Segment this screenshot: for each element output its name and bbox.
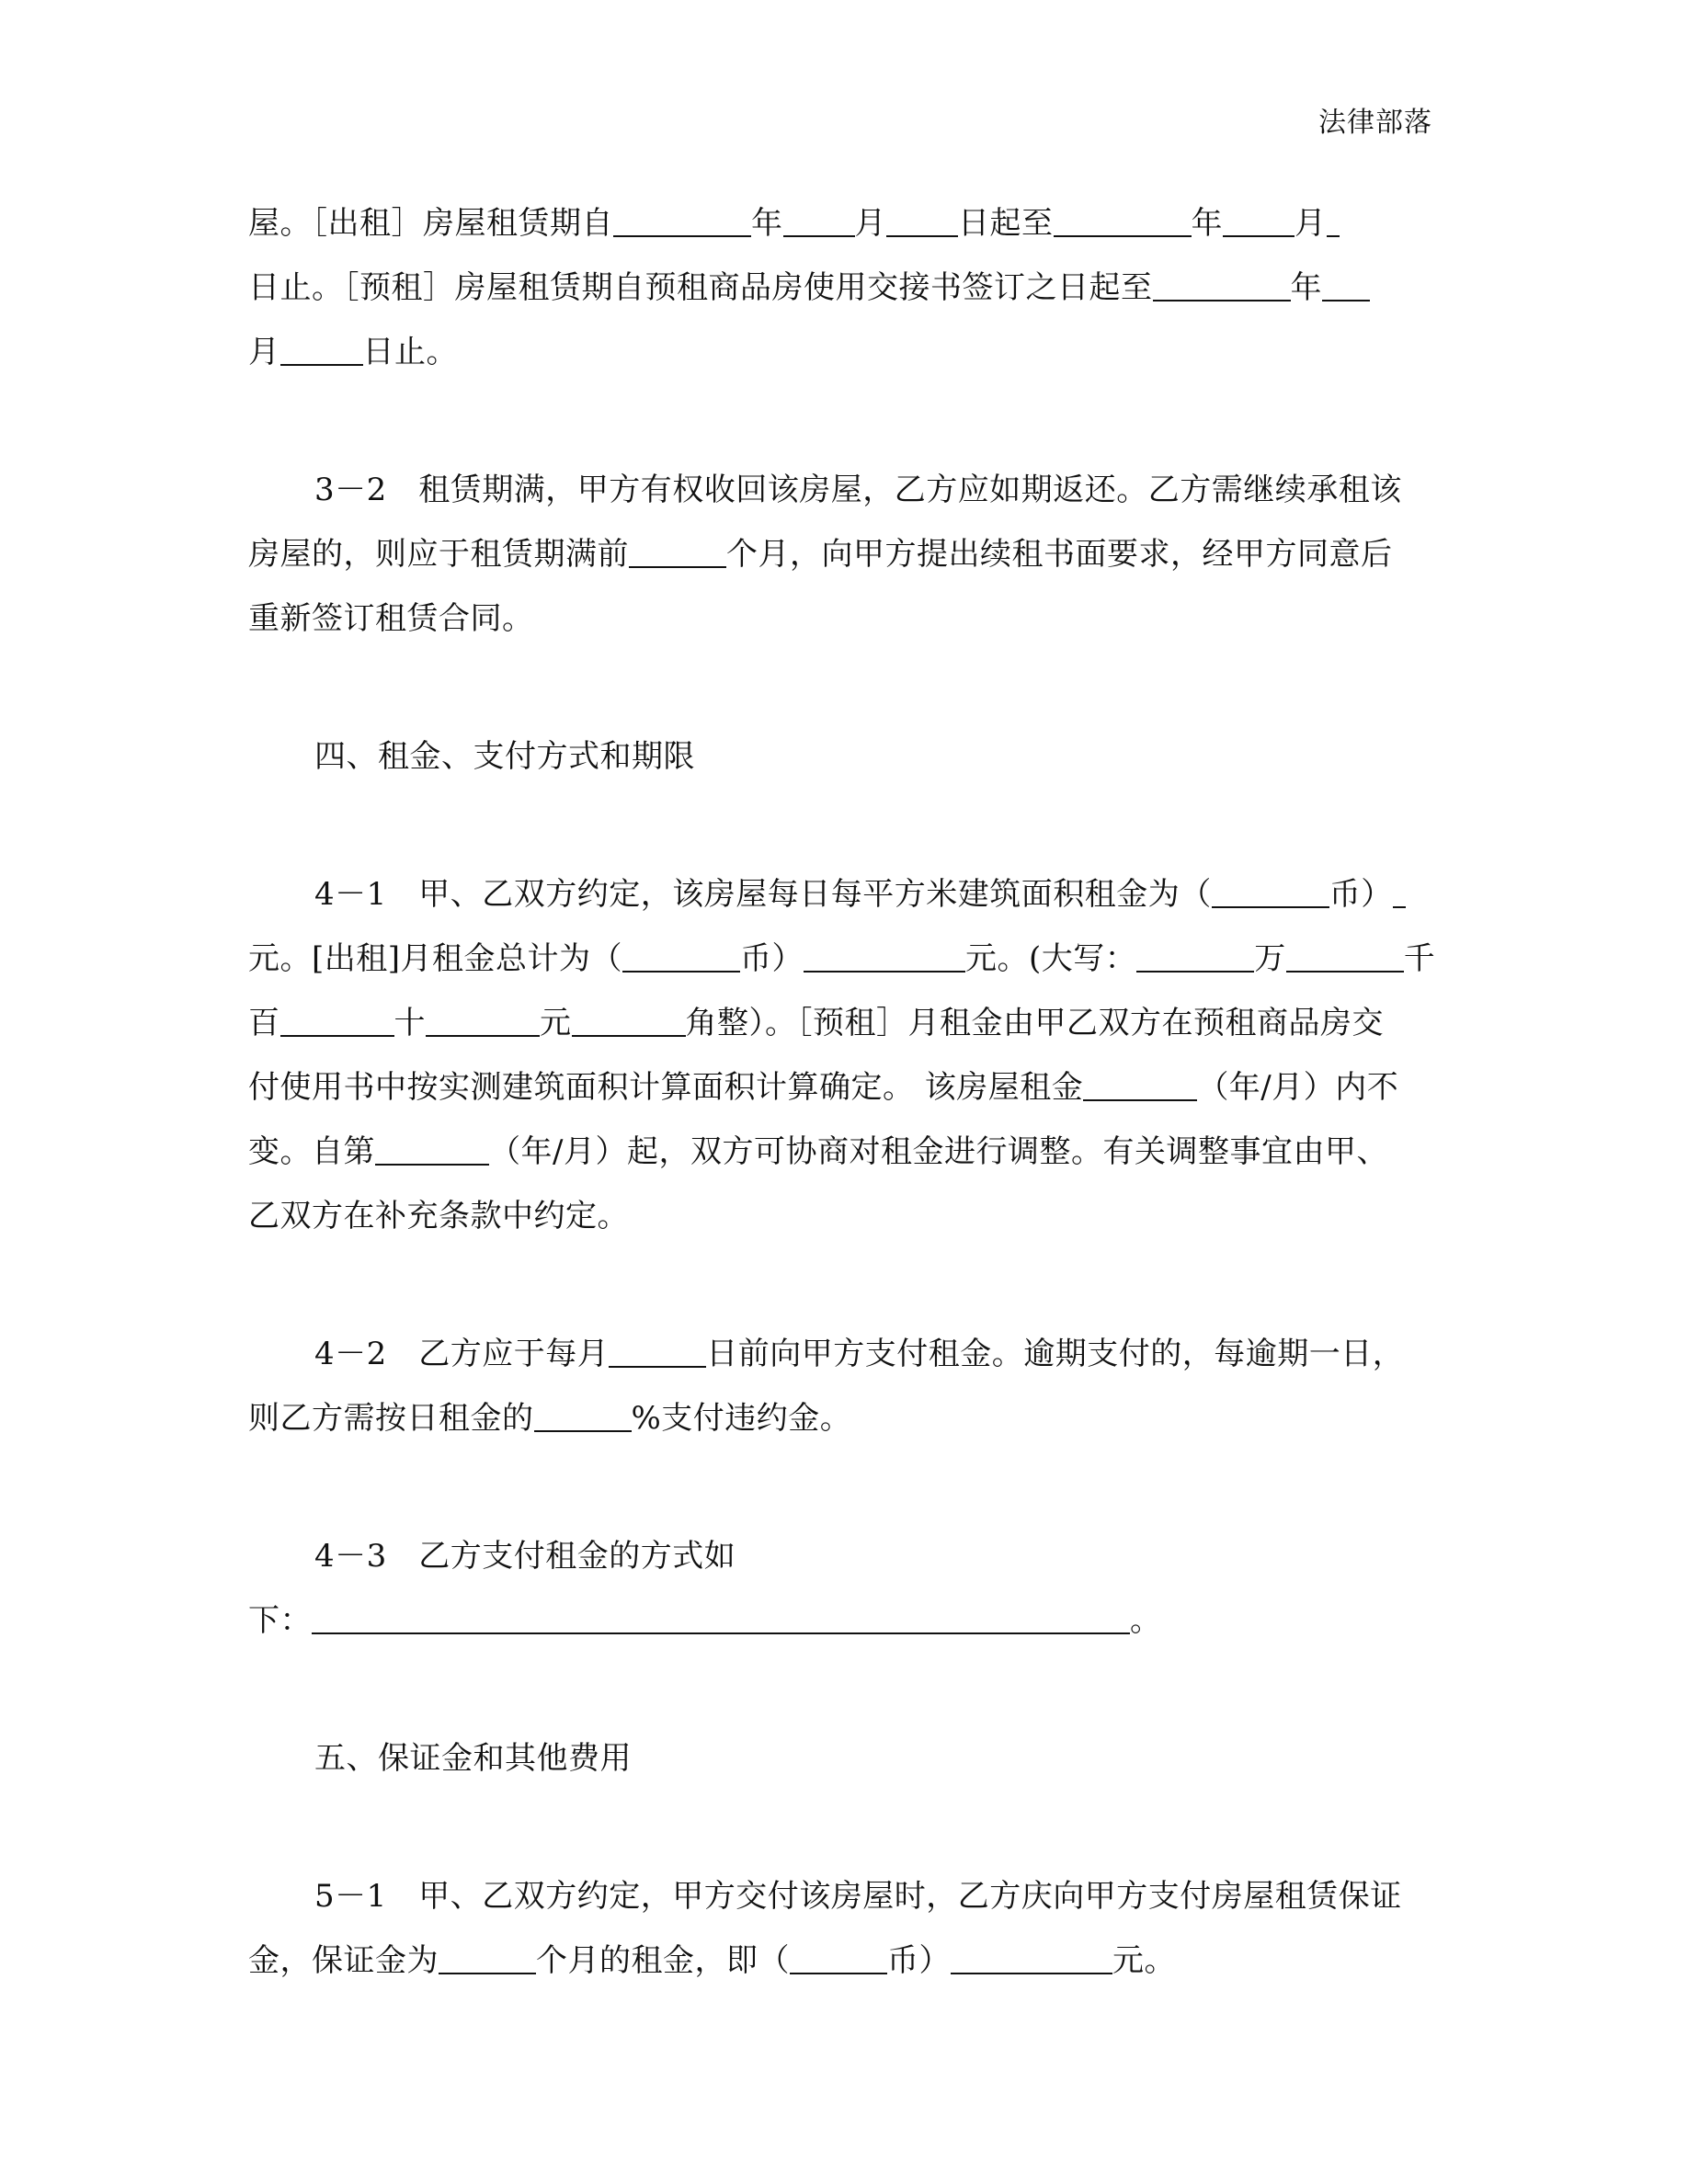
text-segment: 4－3 乙方支付租金的方式如 xyxy=(314,1538,736,1575)
fill-blank-tens[interactable] xyxy=(426,1004,540,1037)
fill-blank-end-month[interactable] xyxy=(1223,204,1295,237)
text-segment: 房屋的，则应于租赁期满前 xyxy=(248,536,629,573)
fill-blank-payment-method[interactable] xyxy=(312,1601,1130,1634)
text-segment: 则乙方需按日租金的 xyxy=(248,1400,534,1437)
text-segment: 角整）。［预租］月租金由甲乙双方在预租商品房交 xyxy=(685,1005,1384,1041)
text-segment: 4－2 乙方应于每月 xyxy=(314,1336,610,1372)
text-segment: 百 xyxy=(248,1005,280,1041)
text-segment: 元。(大写： xyxy=(965,940,1137,977)
fill-blank-prelease-year[interactable] xyxy=(1153,268,1291,301)
text-segment: 5－1 甲、乙双方约定，甲方交付该房屋时，乙方庆向甲方支付房屋租赁保证 xyxy=(314,1878,1402,1915)
text-segment: 付使用书中按实测建筑面积计算面积计算确定。 该房屋租金 xyxy=(248,1069,1084,1106)
fill-blank-rent-fixed-period[interactable] xyxy=(1083,1068,1197,1101)
fill-blank-start-year[interactable] xyxy=(613,204,751,237)
fill-blank-prelease-day[interactable] xyxy=(280,333,363,366)
text-segment: 月 xyxy=(1295,205,1327,242)
text-segment: 年 xyxy=(1290,269,1322,306)
text-segment: 年 xyxy=(1191,205,1223,242)
fill-blank-payment-day[interactable] xyxy=(609,1335,706,1368)
text-segment: 下： xyxy=(248,1602,312,1639)
fill-blank-ten-thousands[interactable] xyxy=(1136,939,1254,973)
text-segment: 万 xyxy=(1254,940,1286,977)
section-5-heading xyxy=(248,1726,1434,1791)
text-segment: （年/月）起，双方可协商对租金进行调整。有关调整事宜由甲、 xyxy=(489,1133,1388,1170)
clause-4-1-line-3 xyxy=(248,991,1434,1055)
clause-4-1-line-1 xyxy=(248,862,1434,927)
text-segment: 日前向甲方支付租金。逾期支付的，每逾期一日， xyxy=(706,1336,1405,1372)
lease-term-line-3 xyxy=(248,320,1434,384)
text-segment: 日止。［预租］房屋租赁期自预租商品房使用交接书签订之日起至 xyxy=(248,269,1153,306)
clause-4-2-line-2 xyxy=(248,1386,1434,1450)
clause-4-1-line-6 xyxy=(248,1184,1434,1248)
clause-5-1-line-2 xyxy=(248,1928,1434,1993)
fill-blank-prelease-month[interactable] xyxy=(1322,268,1370,301)
text-segment: 个月的租金，即（ xyxy=(536,1942,790,1979)
text-segment: 重新签订租赁合同。 xyxy=(248,600,534,637)
text-segment: 日起至 xyxy=(958,205,1054,242)
text-segment: （年/月）内不 xyxy=(1197,1069,1399,1106)
fill-blank-yuan[interactable] xyxy=(572,1004,686,1037)
text-segment: 元。 xyxy=(1112,1942,1176,1979)
clause-3-2-line-2 xyxy=(248,522,1434,586)
text-segment: 。 xyxy=(1130,1602,1162,1639)
clause-4-2-line-1 xyxy=(248,1322,1434,1386)
clause-3-2-line-3 xyxy=(248,586,1434,651)
fill-blank-renewal-months[interactable] xyxy=(629,535,726,568)
text-segment: 屋。［出租］房屋租赁期自 xyxy=(248,205,613,242)
text-segment: 元。[出租]月租金总计为（ xyxy=(248,940,623,977)
clause-4-3-line-1 xyxy=(248,1524,1434,1588)
text-segment: 乙双方在补充条款中约定。 xyxy=(248,1198,629,1234)
text-segment: 币） xyxy=(1329,876,1393,913)
clause-3-2-line-1 xyxy=(248,458,1434,522)
fill-blank-thousands[interactable] xyxy=(1286,939,1404,973)
fill-blank-penalty-percent[interactable] xyxy=(534,1399,632,1432)
text-segment: 币） xyxy=(740,940,804,977)
text-segment: 金，保证金为 xyxy=(248,1942,439,1979)
text-segment: 4－1 甲、乙双方约定，该房屋每日每平方米建筑面积租金为（ xyxy=(314,876,1212,913)
text-segment: 月 xyxy=(248,334,280,370)
lease-term-line-1 xyxy=(248,191,1434,256)
fill-blank-hundreds[interactable] xyxy=(280,1004,394,1037)
fill-blank-deposit-currency[interactable] xyxy=(790,1941,887,1974)
text-segment: 元 xyxy=(540,1005,572,1041)
clause-4-1-line-2 xyxy=(248,927,1434,991)
page-header-brand: 法律部落 xyxy=(1318,107,1432,139)
fill-blank-deposit-months[interactable] xyxy=(439,1941,536,1974)
text-segment: 千 xyxy=(1403,940,1436,977)
section-heading-text: 五、保证金和其他费用 xyxy=(314,1740,632,1777)
clause-4-3-line-2 xyxy=(248,1588,1434,1653)
lease-term-line-2 xyxy=(248,256,1434,320)
fill-blank-adjust-from[interactable] xyxy=(375,1132,489,1166)
fill-blank-daily-rent[interactable] xyxy=(1393,875,1406,908)
text-segment: 年 xyxy=(751,205,783,242)
fill-blank-start-day[interactable] xyxy=(886,204,958,237)
text-segment: 月 xyxy=(854,205,886,242)
text-segment: 个月，向甲方提出续租书面要求，经甲方同意后 xyxy=(726,536,1393,573)
fill-blank-end-day[interactable] xyxy=(1327,204,1340,237)
text-segment: 十 xyxy=(393,1005,426,1041)
clause-5-1-line-1 xyxy=(248,1864,1434,1928)
fill-blank-deposit-amount[interactable] xyxy=(951,1941,1112,1974)
fill-blank-monthly-rent[interactable] xyxy=(804,939,965,973)
text-segment: 币） xyxy=(887,1942,951,1979)
clause-4-1-line-5 xyxy=(248,1120,1434,1184)
section-4-heading xyxy=(248,724,1434,789)
fill-blank-currency-monthly[interactable] xyxy=(622,939,740,973)
document-body xyxy=(248,191,1434,1993)
fill-blank-currency-daily[interactable] xyxy=(1212,875,1329,908)
clause-4-1-line-4 xyxy=(248,1055,1434,1120)
fill-blank-start-month[interactable] xyxy=(783,204,855,237)
text-segment: 变。自第 xyxy=(248,1133,375,1170)
text-segment: %支付违约金。 xyxy=(631,1400,852,1437)
text-segment: 日止。 xyxy=(362,334,458,370)
fill-blank-end-year[interactable] xyxy=(1054,204,1192,237)
text-segment: 3－2 租赁期满，甲方有权收回该房屋，乙方应如期返还。乙方需继续承租该 xyxy=(314,472,1402,508)
section-heading-text: 四、租金、支付方式和期限 xyxy=(314,738,695,775)
